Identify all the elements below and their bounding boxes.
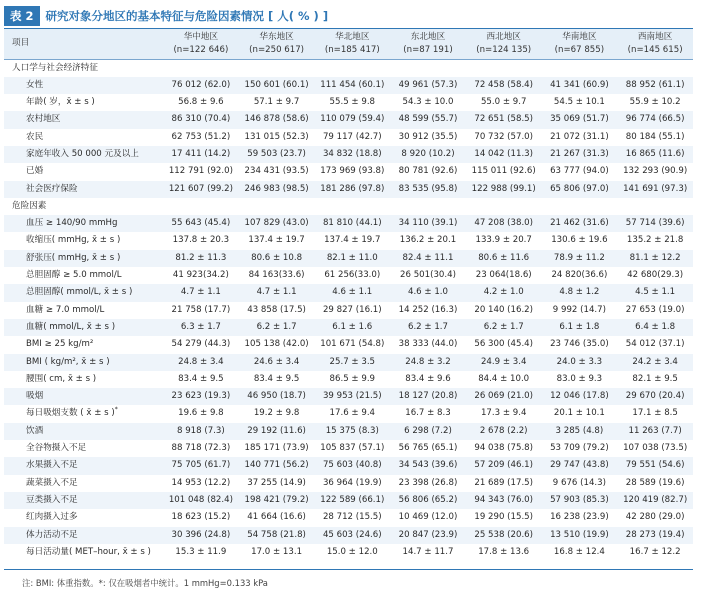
cell-value: 4.7 ± 1.1 [239, 284, 315, 301]
cell-value: 41 923(34.2) [172, 270, 229, 281]
cell-value: 13 510 (19.9) [542, 527, 618, 544]
column-header: 华东地区 (n=250 617) [239, 29, 315, 59]
cell-value: 28 712 (15.5) [322, 512, 382, 523]
cell-value: 6.2 ± 1.7 [466, 319, 542, 336]
cell-value: 56.8 ± 9.6 [178, 97, 224, 108]
row-label: 吸烟 [4, 388, 163, 405]
table-row [4, 336, 693, 353]
cell-value: 14 042 (11.3) [466, 146, 542, 163]
section-header-row [4, 198, 693, 215]
cell-value: 81.1 ± 12.2 [617, 250, 693, 267]
table-row [4, 527, 693, 544]
row-label: 家庭年收入 50 000 元及以上 [4, 146, 163, 163]
cell-value: 57.1 ± 9.7 [253, 97, 300, 108]
cell-value: 6.1 ± 1.6 [314, 319, 390, 336]
row-label: 农民 [26, 131, 44, 142]
cell-value: 14.7 ± 11.7 [402, 546, 454, 557]
cell-value: 42 680(29.3) [627, 270, 684, 281]
cell-value: 80 781 (92.6) [398, 166, 458, 177]
table-row [4, 181, 693, 198]
table-row [4, 232, 693, 249]
cell-value: 29 747 (43.8) [542, 457, 618, 474]
table-row [4, 146, 693, 163]
table-footnote: 注: BMI: 体重指数。*: 仅在吸烟者中统计。1 mmHg=0.133 kPa [22, 578, 268, 588]
cell-value: 122 589 (66.1) [314, 492, 390, 509]
row-label: BMI ( kg/m², x̄ ± s ) [4, 354, 163, 371]
cell-value: 6.2 ± 1.7 [239, 319, 315, 336]
cell-value: 84 163(33.6) [248, 270, 305, 281]
row-label: 豆类摄入不足 [4, 492, 163, 509]
table-row [4, 319, 693, 336]
row-label: 社会医疗保险 [4, 181, 163, 198]
cell-value: 54 279 (44.3) [171, 339, 231, 350]
table-row [4, 284, 693, 301]
cell-value: 12 046 (17.8) [542, 388, 618, 405]
row-label: 腰围( cm, x̄ ± s ) [26, 373, 97, 384]
cell-value: 63 777 (94.0) [550, 166, 609, 177]
cell-value: 47 208 (38.0) [466, 215, 542, 232]
cell-value: 62 753 (51.2) [171, 131, 231, 142]
cell-value: 107 829 (43.0) [239, 215, 315, 232]
cell-value: 36 964 (19.9) [322, 477, 382, 488]
row-label: 已婚 [26, 166, 44, 177]
cell-value: 30 912 (35.5) [398, 131, 458, 142]
cell-value: 15 375 (8.3) [314, 423, 390, 440]
table-row [4, 475, 693, 492]
cell-value: 6.4 ± 1.8 [617, 319, 693, 336]
cell-value: 23 746 (35.0) [550, 339, 609, 350]
cell-value: 120 419 (82.7) [617, 492, 693, 509]
cell-value: 53 709 (79.2) [550, 443, 609, 454]
cell-value: 26 069 (21.0) [466, 388, 542, 405]
cell-value: 56 806 (65.2) [390, 492, 466, 509]
cell-value: 57 903 (85.3) [542, 492, 618, 509]
cell-value: 21 758 (17.7) [171, 304, 231, 315]
column-header: 华北地区 (n=185 417) [314, 29, 390, 59]
cell-value: 88 718 (72.3) [171, 443, 231, 454]
cell-value: 54.5 ± 10.1 [553, 97, 605, 108]
cell-value: 8 918 (7.3) [163, 423, 239, 440]
cell-value: 24.8 ± 3.2 [390, 354, 466, 371]
table-row [4, 371, 693, 388]
cell-value: 4.7 ± 1.1 [163, 284, 239, 301]
cell-value: 140 771 (56.2) [239, 457, 315, 474]
cell-value: 29 670 (20.4) [617, 388, 693, 405]
column-header: 东北地区 (n=87 191) [390, 29, 466, 59]
row-label: 总胆固醇( mmol/L, x̄ ± s ) [4, 284, 163, 301]
row-label: 血压 ≥ 140/90 mmHg [4, 215, 163, 232]
cell-value: 83.0 ± 9.3 [556, 373, 603, 384]
cell-value: 83 535 (95.8) [390, 181, 466, 198]
cell-value: 82.1 ± 9.5 [632, 373, 678, 384]
cell-value: 54.3 ± 10.0 [402, 97, 454, 108]
row-label: 收缩压( mmHg, x̄ ± s ) [26, 235, 121, 246]
cell-value: 17.8 ± 13.6 [478, 546, 530, 557]
cell-value: 2 678 (2.2) [466, 423, 542, 440]
cell-value: 61 256(33.0) [324, 270, 381, 281]
cell-value: 4.5 ± 1.1 [617, 284, 693, 301]
cell-value: 56 765 (65.1) [398, 443, 458, 454]
cell-value: 19.6 ± 9.8 [178, 408, 224, 419]
cell-value: 4.6 ± 1.1 [314, 284, 390, 301]
cell-value: 16.7 ± 8.3 [405, 408, 451, 419]
cell-value: 110 079 (59.4) [314, 111, 390, 128]
cell-value: 14 252 (16.3) [398, 304, 458, 315]
table-row [4, 215, 693, 232]
cell-value: 80.6 ± 10.8 [239, 250, 315, 267]
row-label: 舒张压( mmHg, x̄ ± s ) [4, 250, 163, 267]
row-label: 血糖 ≥ 7.0 mmol/L [26, 304, 105, 315]
cell-value: 82.1 ± 11.0 [314, 250, 390, 267]
table-row [4, 302, 693, 319]
bottom-rule [4, 569, 693, 570]
cell-value: 234 431 (93.5) [244, 166, 309, 177]
cell-value: 24.8 ± 3.4 [163, 354, 239, 371]
cell-value: 105 138 (42.0) [244, 339, 309, 350]
cell-value: 107 038 (73.5) [623, 443, 688, 454]
cell-value: 15.3 ± 11.9 [175, 546, 227, 557]
cell-value: 27 653 (19.0) [625, 304, 685, 315]
cell-value: 25 538 (20.6) [466, 527, 542, 544]
cell-value: 94 343 (76.0) [466, 492, 542, 509]
cell-value: 88 952 (61.1) [617, 77, 693, 94]
table-row [4, 509, 693, 526]
column-header: 华中地区 (n=122 646) [163, 29, 239, 59]
row-label: 农村地区 [4, 111, 163, 128]
cell-value: 83.4 ± 9.5 [253, 373, 300, 384]
cell-value: 39 953 (21.5) [314, 388, 390, 405]
cell-value: 75 705 (61.7) [163, 457, 239, 474]
cell-value: 20.1 ± 10.1 [553, 408, 605, 419]
cell-value: 130.6 ± 19.6 [551, 235, 608, 246]
cell-value: 16 865 (11.6) [617, 146, 693, 163]
section-header-row [4, 59, 693, 77]
cell-value: 55.0 ± 9.7 [480, 97, 527, 108]
cell-value: 82.4 ± 11.1 [390, 250, 466, 267]
cell-value: 136.2 ± 20.1 [399, 235, 457, 246]
cell-value: 30 396 (24.8) [163, 527, 239, 544]
table-body [4, 59, 693, 561]
table-row [4, 354, 693, 371]
cell-value: 14 953 (12.2) [171, 477, 231, 488]
table-row [4, 388, 693, 405]
row-label: 体力活动不足 [4, 527, 163, 544]
table-row [4, 94, 693, 111]
cell-value: 34 832 (18.8) [314, 146, 390, 163]
cell-value: 28 273 (19.4) [617, 527, 693, 544]
cell-value: 24.0 ± 3.3 [542, 354, 618, 371]
cell-value: 15.0 ± 12.0 [326, 546, 378, 557]
cell-value: 11 263 (7.7) [617, 423, 693, 440]
cell-value: 122 988 (99.1) [466, 181, 542, 198]
cell-value: 101 671 (54.8) [320, 339, 385, 350]
table-number-badge: 表 2 [4, 6, 40, 26]
cell-value: 55 643 (45.4) [163, 215, 239, 232]
section-label: 危险因素 [4, 198, 693, 215]
cell-value: 56 300 (45.4) [474, 339, 534, 350]
cell-value: 37 255 (14.9) [247, 477, 306, 488]
cell-value: 29 192 (11.6) [239, 423, 315, 440]
table-row [4, 492, 693, 509]
table-row [4, 405, 693, 422]
header-item-label: 项目 [4, 29, 163, 59]
cell-value: 137.8 ± 20.3 [172, 235, 230, 246]
cell-value: 54 012 (37.1) [625, 339, 685, 350]
table-row [4, 111, 693, 128]
cell-value: 17.0 ± 13.1 [251, 546, 303, 557]
row-label: 总胆固醇 ≥ 5.0 mmol/L [26, 270, 122, 281]
cell-value: 16 238 (23.9) [550, 512, 609, 523]
table-title-bar [4, 6, 328, 26]
cell-value: 132 293 (90.9) [623, 166, 688, 177]
row-label: 全谷物摄入不足 [26, 443, 87, 454]
data-table [4, 29, 693, 561]
cell-value: 115 011 (92.6) [471, 166, 536, 177]
cell-value: 150 601 (60.1) [239, 77, 315, 94]
cell-value: 41 341 (60.9) [542, 77, 618, 94]
cell-value: 198 421 (79.2) [239, 492, 315, 509]
cell-value: 20 847 (23.9) [390, 527, 466, 544]
cell-value: 23 623 (19.3) [163, 388, 239, 405]
cell-value: 16.8 ± 12.4 [553, 546, 605, 557]
cell-value: 34 543 (39.6) [390, 457, 466, 474]
cell-value: 141 691 (97.3) [617, 181, 693, 198]
row-label: 蔬菜摄入不足 [26, 477, 78, 488]
row-label: 红肉摄入过多 [26, 512, 78, 523]
cell-value: 19 290 (15.5) [474, 512, 534, 523]
cell-value: 6.2 ± 1.7 [390, 319, 466, 336]
cell-value: 80 184 (55.1) [625, 131, 685, 142]
cell-value: 181 286 (97.8) [314, 181, 390, 198]
cell-value: 24 820(36.6) [551, 270, 608, 281]
cell-value: 75 603 (40.8) [314, 457, 390, 474]
cell-value: 72 651 (58.5) [466, 111, 542, 128]
cell-value: 101 048 (82.4) [163, 492, 239, 509]
cell-value: 23 064(18.6) [475, 270, 532, 281]
column-header: 华南地区 (n=67 855) [542, 29, 618, 59]
cell-value: 4.6 ± 1.0 [390, 284, 466, 301]
cell-value: 9 676 (14.3) [552, 477, 606, 488]
cell-value: 76 012 (62.0) [163, 77, 239, 94]
cell-value: 54 758 (21.8) [239, 527, 315, 544]
cell-value: 86 310 (70.4) [163, 111, 239, 128]
table-title: 研究对象分地区的基本特征与危险因素情况 [ 人( % ) ] [45, 9, 329, 23]
cell-value: 24.6 ± 3.4 [239, 354, 315, 371]
cell-value: 3 285 (4.8) [542, 423, 618, 440]
cell-value: 29 827 (16.1) [322, 304, 382, 315]
cell-value: 35 069 (51.7) [542, 111, 618, 128]
cell-value: 131 015 (52.3) [244, 131, 309, 142]
cell-value: 79 117 (42.7) [322, 131, 382, 142]
cell-value: 19.2 ± 9.8 [253, 408, 300, 419]
table-row [4, 544, 693, 561]
row-label: 饮酒 [4, 423, 163, 440]
cell-value: 46 950 (18.7) [239, 388, 315, 405]
cell-value: 94 038 (75.8) [474, 443, 534, 454]
table-row [4, 77, 693, 94]
cell-value: 28 589 (19.6) [625, 477, 685, 488]
cell-value: 121 607 (99.2) [163, 181, 239, 198]
cell-value: 45 603 (24.6) [314, 527, 390, 544]
row-label: 每日吸烟支数 ( x̄ ± s )* [26, 406, 118, 419]
cell-value: 83.4 ± 9.5 [178, 373, 224, 384]
cell-value: 80.6 ± 11.6 [466, 250, 542, 267]
cell-value: 78.9 ± 11.2 [542, 250, 618, 267]
cell-value: 173 969 (93.8) [320, 166, 385, 177]
cell-value: 57 209 (46.1) [466, 457, 542, 474]
cell-value: 43 858 (17.5) [247, 304, 306, 315]
cell-value: 49 961 (57.3) [390, 77, 466, 94]
table-row [4, 163, 693, 180]
cell-value: 21 462 (31.6) [542, 215, 618, 232]
cell-value: 112 791 (92.0) [168, 166, 233, 177]
cell-value: 17.1 ± 8.5 [632, 408, 678, 419]
cell-value: 146 878 (58.6) [239, 111, 315, 128]
row-label: 每日活动量( MET–hour, x̄ ± s ) [26, 546, 151, 557]
cell-value: 25.7 ± 3.5 [314, 354, 390, 371]
cell-value: 96 774 (66.5) [617, 111, 693, 128]
cell-value: 6.1 ± 1.8 [542, 319, 618, 336]
cell-value: 86.5 ± 9.9 [329, 373, 376, 384]
row-label: 水果摄入不足 [4, 457, 163, 474]
cell-value: 83.4 ± 9.6 [405, 373, 451, 384]
cell-value: 133.9 ± 20.7 [475, 235, 532, 246]
cell-value: 72 458 (58.4) [466, 77, 542, 94]
cell-value: 55.5 ± 9.8 [329, 97, 376, 108]
cell-value: 137.4 ± 19.7 [248, 235, 305, 246]
cell-value: 81 810 (44.1) [314, 215, 390, 232]
table-row [4, 423, 693, 440]
cell-value: 105 837 (57.1) [320, 443, 385, 454]
cell-value: 6.3 ± 1.7 [163, 319, 239, 336]
cell-value: 9 992 (14.7) [552, 304, 606, 315]
table-row [4, 440, 693, 457]
cell-value: 38 333 (44.0) [398, 339, 458, 350]
cell-value: 16.7 ± 12.2 [629, 546, 681, 557]
cell-value: 70 732 (57.0) [474, 131, 534, 142]
cell-value: 24.9 ± 3.4 [466, 354, 542, 371]
cell-value: 48 599 (55.7) [390, 111, 466, 128]
row-label: BMI ≥ 25 kg/m² [26, 339, 94, 350]
footnote-marker: * [114, 406, 118, 414]
cell-value: 41 664 (16.6) [247, 512, 306, 523]
cell-value: 135.2 ± 21.8 [626, 235, 684, 246]
cell-value: 24.2 ± 3.4 [617, 354, 693, 371]
table-row [4, 129, 693, 146]
table-row [4, 267, 693, 284]
row-label: 年龄( 岁，x̄ ± s ) [26, 97, 95, 108]
table-row [4, 457, 693, 474]
cell-value: 23 398 (26.8) [398, 477, 458, 488]
section-label: 人口学与社会经济特征 [4, 59, 693, 77]
cell-value: 17.3 ± 9.4 [480, 408, 527, 419]
header-row [4, 29, 693, 59]
cell-value: 185 171 (73.9) [244, 443, 309, 454]
cell-value: 18 623 (15.2) [171, 512, 231, 523]
cell-value: 21 689 (17.5) [474, 477, 534, 488]
cell-value: 17.6 ± 9.4 [329, 408, 376, 419]
cell-value: 111 454 (60.1) [314, 77, 390, 94]
cell-value: 137.4 ± 19.7 [324, 235, 381, 246]
cell-value: 79 551 (54.6) [617, 457, 693, 474]
cell-value: 26 501(30.4) [400, 270, 456, 281]
cell-value: 20 140 (16.2) [474, 304, 534, 315]
cell-value: 81.2 ± 11.3 [163, 250, 239, 267]
cell-value: 21 267 (31.3) [542, 146, 618, 163]
cell-value: 4.2 ± 1.0 [466, 284, 542, 301]
column-header: 西南地区 (n=145 615) [617, 29, 693, 59]
cell-value: 57 714 (39.6) [617, 215, 693, 232]
cell-value: 55.9 ± 10.2 [629, 97, 681, 108]
column-header: 西北地区 (n=124 135) [466, 29, 542, 59]
cell-value: 8 920 (10.2) [390, 146, 466, 163]
cell-value: 18 127 (20.8) [390, 388, 466, 405]
row-label: 女性 [4, 77, 163, 94]
row-label: 血糖( mmol/L, x̄ ± s ) [4, 319, 163, 336]
cell-value: 65 806 (97.0) [542, 181, 618, 198]
cell-value: 10 469 (12.0) [398, 512, 458, 523]
cell-value: 6 298 (7.2) [390, 423, 466, 440]
cell-value: 34 110 (39.1) [390, 215, 466, 232]
cell-value: 4.8 ± 1.2 [542, 284, 618, 301]
cell-value: 17 411 (14.2) [163, 146, 239, 163]
table-row [4, 250, 693, 267]
cell-value: 246 983 (98.5) [239, 181, 315, 198]
cell-value: 42 280 (29.0) [625, 512, 685, 523]
cell-value: 84.4 ± 10.0 [478, 373, 530, 384]
cell-value: 59 503 (23.7) [239, 146, 315, 163]
cell-value: 21 072 (31.1) [550, 131, 609, 142]
